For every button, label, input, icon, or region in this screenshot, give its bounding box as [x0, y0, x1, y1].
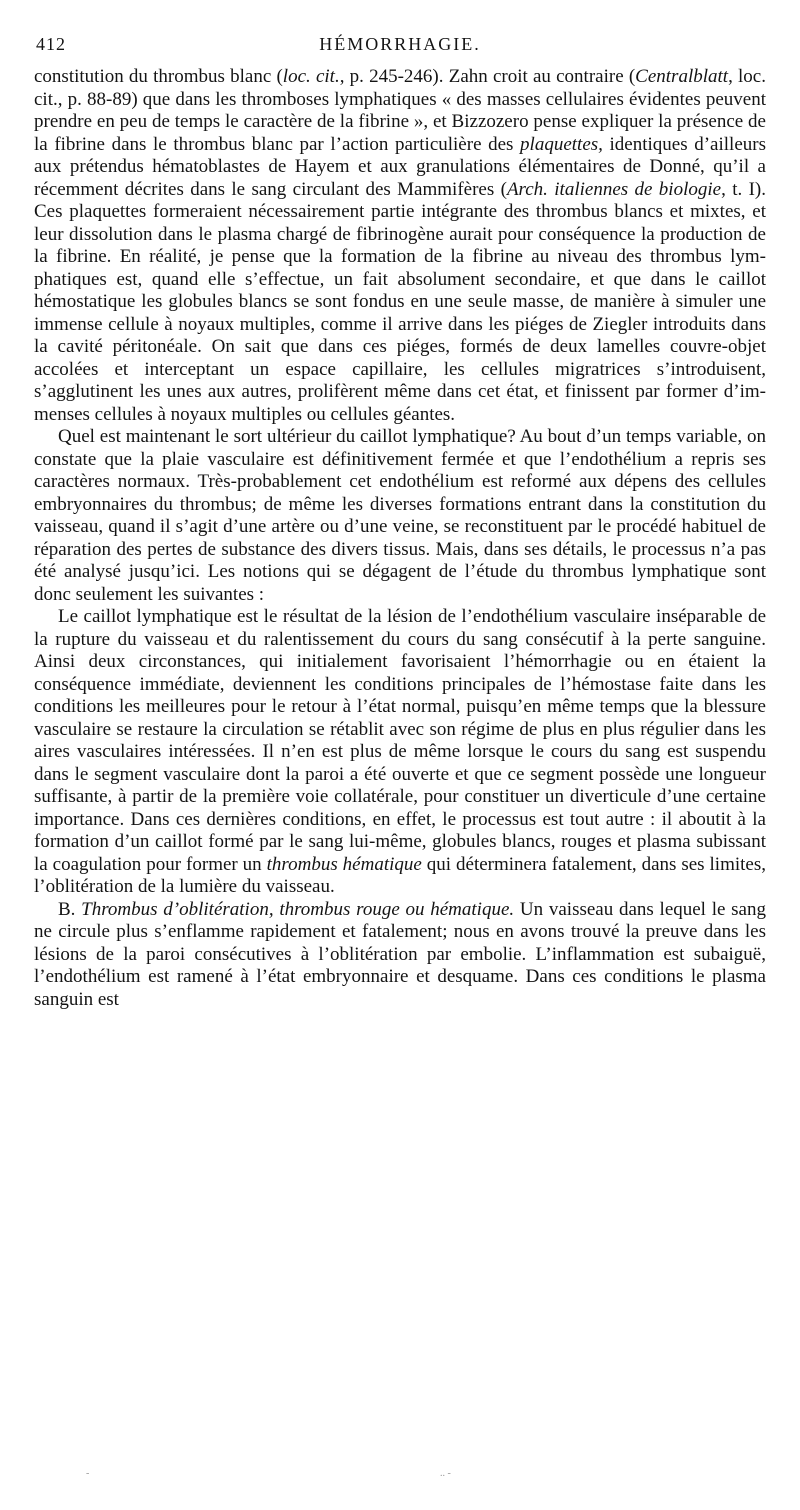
italic-text: Arch. italiennes de biologie: [506, 178, 722, 200]
text-run: Quel est maintenant le sort ultérieur du caillot lymphatique? Au bout d’un temps variable, on constate que la plaie vasculaire est définitivement fermée et que l’endothélium a repris ses caractères normaux. Très-probablement cet endothélium est reformé aux dépens des cellules embryonnaires du thrombus; de même les diverses formations entrant dans la constitution du vaisseau, quand il s’agit d’une artère ou d’une veine, se reconstituent par le procédé habituel de réparation des pertes de substance des divers tissus. Mais, dans ses détails, le processus n’a pas été analysé jusqu’ici. Les notions qui se dégagent de l’étude du thrombus lymphatique sont donc seulement les suivantes :: [34, 426, 766, 605]
text-run: , t. I). Ces plaquettes formeraient nécessairement partie intégrante des thrombus blancs et mixtes, et leur dissolution dans le plasma chargé de fibrinogène aurait pour conséquence la production de la fibrine. En réalité, je pense que la formation de la fibrine au niveau des thrombus lymphatiques est, quand elle s’effectue, un fait absolument secondaire, et que dans le caillot hémostatique les globules blancs se sont fondus en une seule masse, de manière à simuler une immense cellule à noyaux multiples, comme il arrive dans les piéges de Ziegler introduits dans la cavité péritonéale. On sait que dans ces piéges, formés de deux lamelles couvre-objet accolées et interceptant un espace capillaire, les cellules migratrices s’introduisent, s’agglutinent les unes aux autres, prolifèrent même dans cet état, et finissent par former d’immenses cellules à noyaux multiples ou cellules géantes.: [34, 178, 767, 425]
italic-text: thrombus hématique: [266, 853, 422, 875]
text-run: qui déterminera fatalement, dans ses limites, l’oblitération de la lumière du vaisseau.: [34, 853, 766, 897]
italic-text: loc. cit.: [282, 66, 340, 87]
text-run: , loc. cit., p. 88-89) que dans les thromboses lymphatiques « des masses cellulaires évidentes peuvent prendre en peu de temps le caractère de la fibrine », et Bizzozero pense expliquer la présence de la fibrine dans le thrombus blanc par l’action particulière des: [34, 66, 766, 155]
footer-mark-center: .. -: [440, 1468, 451, 1479]
italic-text: plaquettes,: [520, 133, 603, 155]
running-head: [34, 30, 766, 60]
body-text: [34, 66, 766, 1011]
text-run: , p. 245-246). Zahn croit au contraire (: [339, 66, 636, 87]
page-number: 412: [36, 34, 66, 54]
text-run: Un vaisseau dans lequel le sang ne circule plus s’enflamme rapidement et fatalement; nous en avons trouvé la preuve dans les lésions de la paroi consécutives à l’oblitération par embolie. L’inflammation est subaiguë, l’endothélium est ramené à l’état embryonnaire et desquame. Dans ces conditions le plasma sanguin est: [34, 898, 766, 1010]
paragraph: [34, 66, 766, 426]
paragraph: [34, 426, 766, 606]
paragraph: [34, 606, 766, 899]
paragraph: [34, 899, 766, 1012]
running-title: HÉMORRHAGIE.: [319, 34, 481, 54]
text-run: B.: [58, 898, 82, 920]
text-run: Le caillot lymphatique est le résultat de la lésion de l’endothélium vasculaire inséparable de la rupture du vaisseau et du ralentissement du cours du sang consécutif à la perte sanguine. Ainsi deux circonstances, qui initialement favorisaient l’hémorrhagie ou en étaient la conséquence immédiate, deviennent les conditions principales de l’hémostase faite dans les conditions les meilleures pour le retour à l’état normal, puisqu’en même temps que la blessure vasculaire se restaure la circulation se rétablit avec son régime de plus en plus régulier dans les aires vasculaires intéressées. Il n’en est plus de même lorsque le cours du sang est suspendu dans le segment vasculaire dont la paroi a été ouverte et que ce segment possède une longueur suffisante, à partir de la première voie collatérale, pour constituer un diverticule d’une certaine importance. Dans ces dernières conditions, en effet, le processus est tout autre : il aboutit à la formation d’un caillot formé par le sang lui-même, globules blancs, rouges et plasma subissant la coagulation pour former un: [34, 606, 766, 875]
italic-text: Thrombus d’oblitération, thrombus rouge ou hématique.: [81, 898, 515, 920]
text-run: identiques d’ailleurs aux prétendus hématoblastes de Hayem et aux granulations élémentaires de Donné, qu’il a récemment décrites dans le sang circulant des Mammifères (: [34, 133, 766, 200]
italic-text: Centralblatt: [635, 66, 729, 87]
footer-marks: [0, 1468, 800, 1478]
text-run: constitution du thrombus blanc (: [34, 66, 283, 87]
book-page: [34, 30, 766, 1011]
footer-mark-left: -: [86, 1468, 90, 1479]
